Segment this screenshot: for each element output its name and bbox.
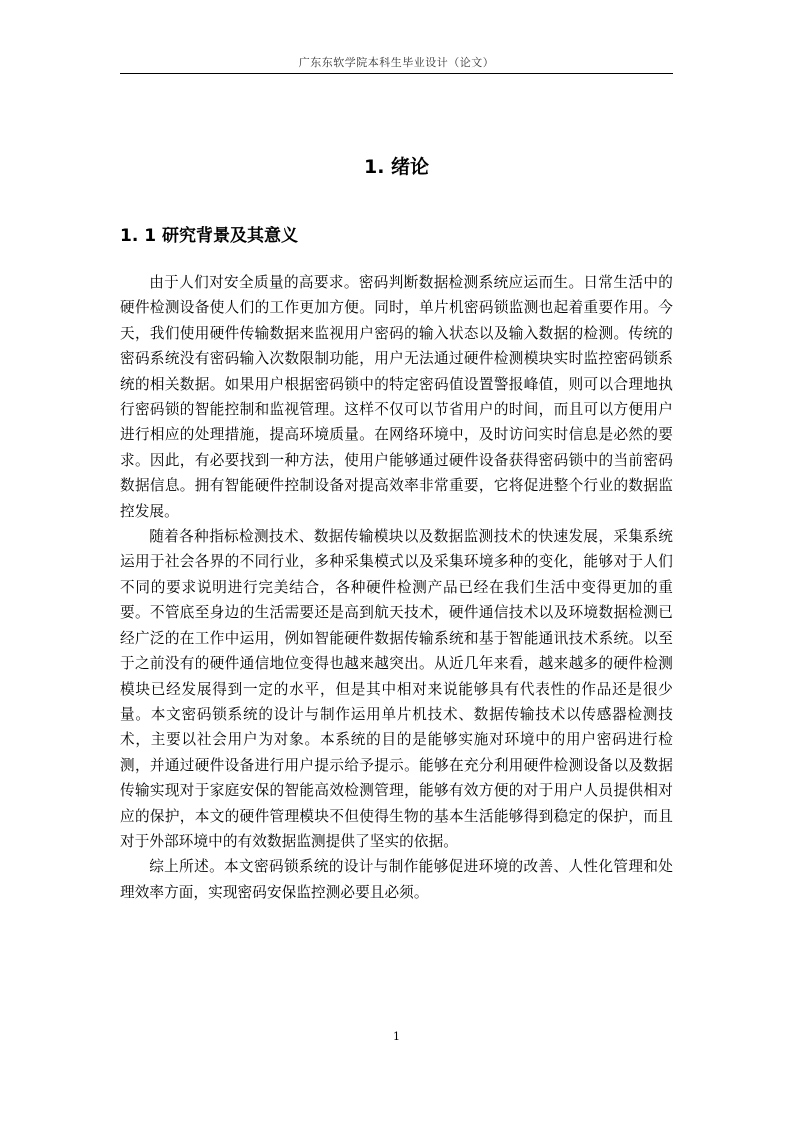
paragraph: 由于人们对安全质量的高要求。密码判断数据检测系统应运而生。日常生活中的硬件检测设备使人们的工作更加方便。同时，单片机密码锁监测也起着重要作用。今天，我们使用硬件传输数据来监视用户密码的输入状态以及输入数据的检测。传统的密码系统没有密码输入次数限制功能，用户无法通过硬件检测模块实时监控密码锁系统的相关数据。如果用户根据密码锁中的特定密码值设置警报峰值，则可以合理地执行密码锁的智能控制和监视管理。这样不仅可以节省用户的时间，而且可以方便用户进行相应的处理措施，提高环境质量。在网络环境中，及时访问实时信息是必然的要求。因此，有必要找到一种方法，使用户能够通过硬件设备获得密码锁中的当前密码数据信息。拥有智能硬件控制设备对提高效率非常重要，它将促进整个行业的数据监控发展。 bbox=[120, 274, 673, 520]
page-number: 1 bbox=[393, 1030, 400, 1043]
body-text bbox=[120, 270, 673, 905]
paragraph: 随着各种指标检测技术、数据传输模块以及数据监测技术的快速发展，采集系统运用于社会各界的不同行业，多种采集模式以及采集环境多种的变化，能够对于人们不同的要求说明进行完美结合，各种硬件检测产品已经在我们生活中变得更加的重要。不管底至身边的生活需要还是高到航天技术，硬件通信技术以及环境数据检测已经广泛的在工作中运用，例如智能硬件数据传输系统和基于智能通讯技术系统。以至于之前没有的硬件通信地位变得也越来越突出。从近几年来看，越来越多的硬件检测模块已经发展得到一定的水平，但是其中相对来说能够具有代表性的作品还是很少量。本文密码锁系统的设计与制作运用单片机技术、数据传输技术以传感器检测技术，主要以社会用户为对象。本系统的目的是能够实施对环境中的用户密码进行检测，并通过硬件设备进行用户提示给予提示。能够在充分利用硬件检测设备以及数据传输实现对于家庭安保的智能高效检测管理，能够有效方便的对于用户人员提供相对应的保护，本文的硬件管理模块不但使得生物的基本生活能够得到稳定的保护，而且对于外部环境中的有效数据监测提供了坚实的依据。 bbox=[120, 528, 673, 850]
chapter-title: 1. 绪论 bbox=[363, 156, 430, 178]
paragraph: 综上所述。本文密码锁系统的设计与制作能够促进环境的改善、人性化管理和处理效率方面，实现密码安保监控测必要且必须。 bbox=[120, 858, 673, 901]
page-header: 广东东软学院本科生毕业设计（论文） bbox=[298, 56, 495, 69]
section-title: 1. 1 研究背景及其意义 bbox=[120, 226, 298, 246]
header-rule bbox=[120, 73, 673, 74]
